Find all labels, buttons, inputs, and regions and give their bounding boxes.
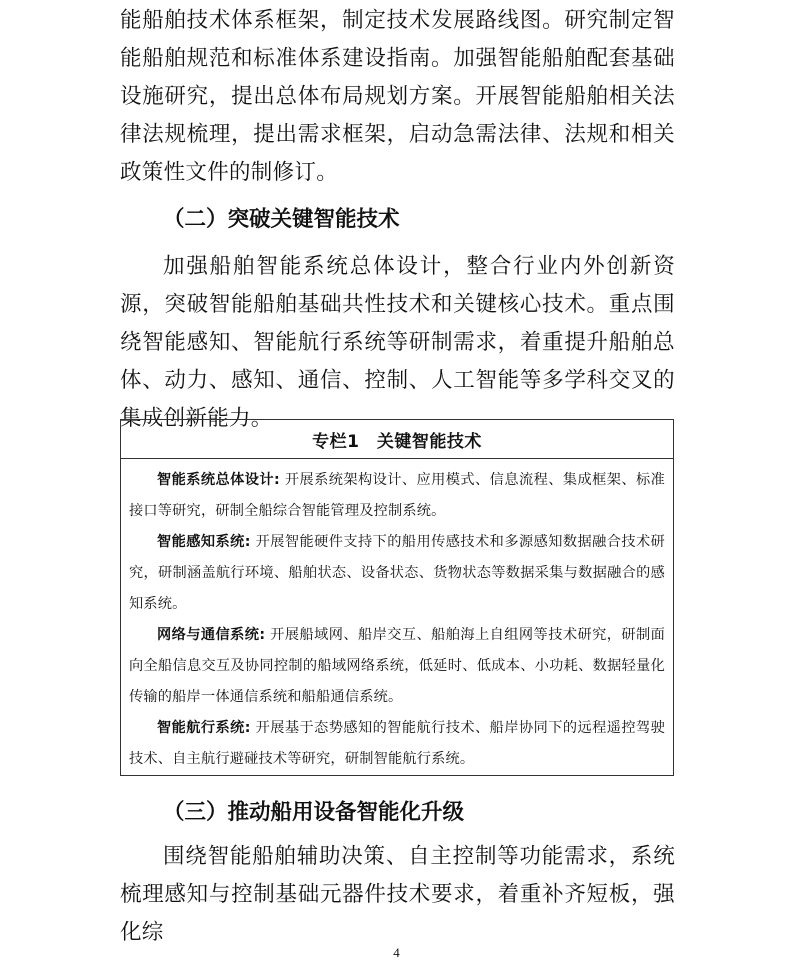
feature-box-title: 专栏1 关键智能技术 bbox=[312, 431, 482, 452]
section-2-paragraph: 加强船舶智能系统总体设计，整合行业内外创新资源，突破智能船舶基础共性技术和关键核心技术。重点围绕智能感知、智能航行系统等研制需求，着重提升船舶总体、动力、感知、通信、控制、人工智能等多学科交叉的集成创新能力。 bbox=[120, 254, 675, 431]
box-item-text: 开展系统架构设计、应用模式、信息流程、集成框架、标准接口等研究，研制全船综合智能管理及控制系统。 bbox=[129, 472, 665, 519]
box-item-text: 开展基于态势感知的智能航行技术、船岸协同下的远程遥控驾驶技术、自主航行避碰技术等研究，研制智能航行系统。 bbox=[129, 720, 665, 767]
feature-box-body bbox=[121, 459, 673, 775]
box-item-network bbox=[129, 620, 665, 713]
box-item-navigation bbox=[129, 713, 665, 775]
box-item-text: 开展智能硬件支持下的船用传感技术和多源感知数据融合技术研究，研制涵盖航行环境、船舶状态、设备状态、货物状态等数据采集与数据融合的感知系统。 bbox=[129, 534, 665, 612]
box-item-label: 网络与通信系统: bbox=[157, 627, 266, 643]
box-item-text: 开展船域网、船岸交互、船舶海上自组网等技术研究，研制面向全船信息交互及协同控制的船域网络系统，低延时、低成本、小功耗、数据轻量化传输的船岸一体通信系统和船船通信系统。 bbox=[129, 627, 665, 705]
section-heading-2: （二）突破关键智能技术 bbox=[163, 207, 400, 232]
page-number: 4 bbox=[393, 945, 400, 960]
feature-box bbox=[120, 419, 674, 776]
feature-box-header bbox=[121, 420, 673, 459]
box-item-perception bbox=[129, 527, 665, 620]
box-item-label: 智能系统总体设计: bbox=[157, 472, 280, 488]
box-item-system-design bbox=[129, 465, 665, 527]
box-item-label: 智能感知系统: bbox=[157, 534, 251, 550]
section-3-paragraph: 围绕智能船舶辅助决策、自主控制等功能需求，系统梳理感知与控制基础元器件技术要求，着重补齐短板，强化综 bbox=[120, 844, 675, 945]
box-item-label: 智能航行系统: bbox=[157, 720, 251, 736]
continued-paragraph: 能船舶技术体系框架，制定技术发展路线图。研究制定智能船舶规范和标准体系建设指南。加强智能船舶配套基础设施研究，提出总体布局规划方案。开展智能船舶相关法律法规梳理，提出需求框架，启动急需法律、法规和相关政策性文件的制修订。 bbox=[120, 8, 675, 185]
section-heading-3: （三）推动船用设备智能化升级 bbox=[163, 800, 465, 825]
